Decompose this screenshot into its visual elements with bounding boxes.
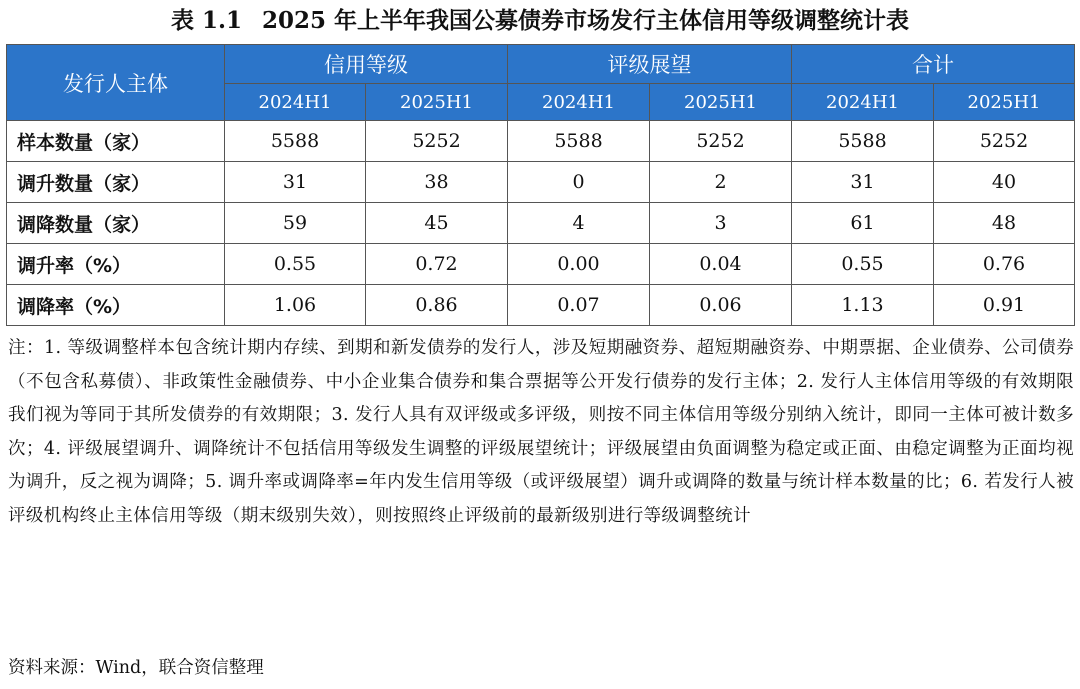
period-header: 2025H1 <box>366 84 508 121</box>
rating-adjustment-table <box>6 44 1075 326</box>
table-cell: 0.55 <box>225 244 366 285</box>
table-cell: 59 <box>225 203 366 244</box>
table-cell: 0.72 <box>366 244 508 285</box>
table-cell: 40 <box>934 162 1075 203</box>
table-cell: 31 <box>792 162 934 203</box>
row-label: 调升率（%） <box>7 244 225 285</box>
table-row <box>7 203 1075 244</box>
table-title <box>0 4 1080 38</box>
table-row <box>7 162 1075 203</box>
table-footnote: 注：1. 等级调整样本包含统计期内存续、到期和新发债券的发行人，涉及短期融资券、超短期融资券、中期票据、企业债券、公司债券（不包含私募债）、非政策性金融债券、中小企业集合债券和集合票据等公开发行债券的发行主体；2. 发行人主体信用等级的有效期限我们视为等同于其所发债券的有效期限；3. 发行人具有双评级或多评级，则按不同主体信用等级分别纳入统计，即同一主体可被计数多次；4. 评级展望调升、调降统计不包括信用等级发生调整的评级展望统计；评级展望由负面调整为稳定或正面、由稳定调整为正面均视为调升，反之视为调降；5. 调升率或调降率=年内发生信用等级（或评级展望）调升或调降的数量与统计样本数量的比；6. 若发行人被评级机构终止主体信用等级（期末级别失效），则按照终止评级前的最新级别进行等级调整统计 <box>8 338 1074 526</box>
table-cell: 0.04 <box>650 244 792 285</box>
table-cell: 0.86 <box>366 285 508 326</box>
group-header-total: 合计 <box>792 45 1075 84</box>
table-cell: 0.06 <box>650 285 792 326</box>
table-cell: 31 <box>225 162 366 203</box>
row-label: 样本数量（家） <box>7 121 225 162</box>
group-header-rating-outlook: 评级展望 <box>508 45 792 84</box>
table-title-text: 2025 年上半年我国公募债券市场发行主体信用等级调整统计表 <box>262 7 910 34</box>
table-cell: 5588 <box>225 121 366 162</box>
table-cell: 2 <box>650 162 792 203</box>
header-row-groups <box>7 45 1075 84</box>
table-number: 表 1.1 <box>170 7 242 34</box>
period-header: 2024H1 <box>508 84 650 121</box>
table-row <box>7 121 1075 162</box>
table-cell: 0.76 <box>934 244 1075 285</box>
table-cell: 1.13 <box>792 285 934 326</box>
period-header: 2024H1 <box>225 84 366 121</box>
table-cell: 0.00 <box>508 244 650 285</box>
group-header-credit-rating: 信用等级 <box>225 45 508 84</box>
table-cell: 1.06 <box>225 285 366 326</box>
row-label: 调降率（%） <box>7 285 225 326</box>
table-cell: 61 <box>792 203 934 244</box>
period-header: 2024H1 <box>792 84 934 121</box>
corner-header: 发行人主体 <box>7 45 225 121</box>
table-cell: 5588 <box>792 121 934 162</box>
table-cell: 5252 <box>650 121 792 162</box>
period-header: 2025H1 <box>934 84 1075 121</box>
table-cell: 48 <box>934 203 1075 244</box>
table-cell: 3 <box>650 203 792 244</box>
table-cell: 0.07 <box>508 285 650 326</box>
table-cell: 45 <box>366 203 508 244</box>
table-cell: 0 <box>508 162 650 203</box>
table-cell: 38 <box>366 162 508 203</box>
row-label: 调升数量（家） <box>7 162 225 203</box>
row-label: 调降数量（家） <box>7 203 225 244</box>
table-row <box>7 244 1075 285</box>
table-cell: 5588 <box>508 121 650 162</box>
table-cell: 0.55 <box>792 244 934 285</box>
table-cell: 0.91 <box>934 285 1075 326</box>
table-row <box>7 285 1075 326</box>
table-cell: 5252 <box>934 121 1075 162</box>
table-cell: 5252 <box>366 121 508 162</box>
table-cell: 4 <box>508 203 650 244</box>
data-source: 资料来源：Wind，联合资信整理 <box>8 658 264 678</box>
period-header: 2025H1 <box>650 84 792 121</box>
